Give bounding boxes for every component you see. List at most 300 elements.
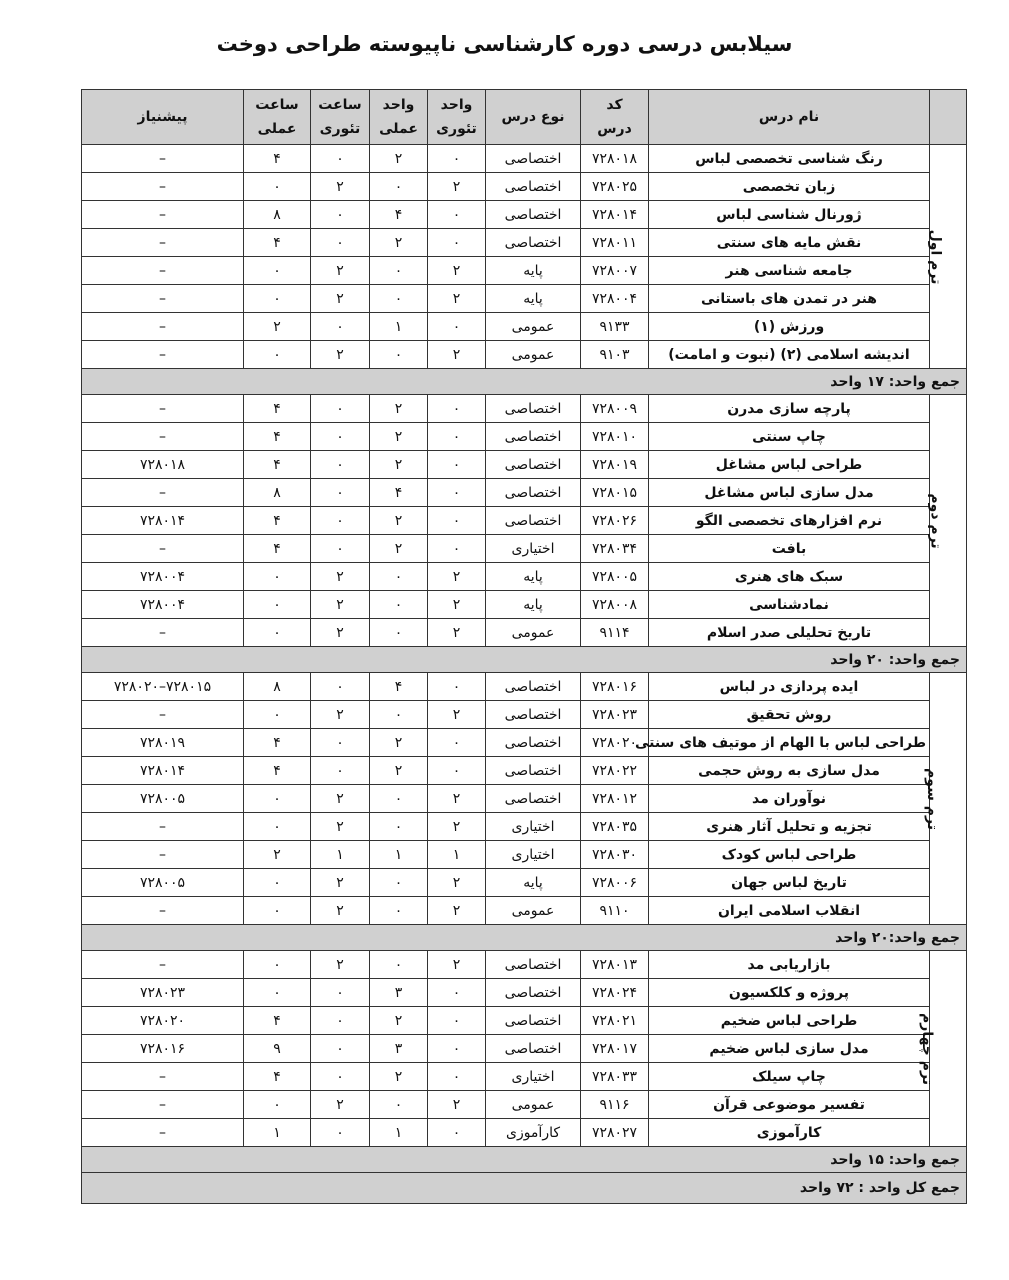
prerequisite: – [82,229,244,257]
course-code: ۹۱۱۰ [581,897,649,925]
hour-practical: ۴ [244,1007,311,1035]
table-row [82,729,967,757]
unit-theory: ۰ [428,229,486,257]
syllabus-body [82,145,967,1204]
hour-practical: ۰ [244,951,311,979]
term-label: ترم اول [927,229,944,284]
unit-theory: ۰ [428,729,486,757]
course-name: مدل سازی لباس مشاغل [649,479,930,507]
course-name: جامعه شناسی هنر [649,257,930,285]
course-code: ۹۱۱۶ [581,1091,649,1119]
unit-practical: ۲ [370,395,428,423]
table-row [82,1035,967,1063]
unit-theory: ۲ [428,869,486,897]
course-name: کارآموزی [649,1119,930,1147]
course-type: عمومی [486,313,581,341]
header-unit-practical: واحد عملی [370,90,428,145]
table-row [82,257,967,285]
prerequisite: ۷۲۸۰۲۰ [82,1007,244,1035]
hour-theory: ۰ [311,395,370,423]
unit-practical: ۲ [370,507,428,535]
prerequisite: – [82,813,244,841]
hour-theory: ۲ [311,785,370,813]
prerequisite: ۷۲۸۰۰۵ [82,785,244,813]
unit-theory: ۰ [428,423,486,451]
course-type: اختصاصی [486,507,581,535]
hour-theory: ۰ [311,1119,370,1147]
prerequisite: ۷۲۸۰۱۵–۷۲۸۰۲۰ [82,673,244,701]
course-type: اختیاری [486,535,581,563]
hour-theory: ۲ [311,951,370,979]
unit-practical: ۰ [370,285,428,313]
course-type: پایه [486,563,581,591]
header-code: کد درس [581,90,649,145]
unit-theory: ۰ [428,479,486,507]
course-type: کارآموزی [486,1119,581,1147]
hour-theory: ۲ [311,701,370,729]
hour-theory: ۰ [311,1063,370,1091]
course-type: اختیاری [486,1063,581,1091]
course-type: اختصاصی [486,173,581,201]
grand-total: جمع کل واحد : ۷۲ واحد [82,1173,967,1204]
course-type: اختصاصی [486,201,581,229]
table-row [82,145,967,173]
course-name: پارچه سازی مدرن [649,395,930,423]
course-code: ۷۲۸۰۱۳ [581,951,649,979]
course-name: اندیشه اسلامی (۲) (نبوت و امامت) [649,341,930,369]
prerequisite: – [82,897,244,925]
prerequisite: – [82,701,244,729]
unit-theory: ۲ [428,563,486,591]
table-row [82,897,967,925]
course-code: ۷۲۸۰۱۱ [581,229,649,257]
table-row [82,813,967,841]
hour-theory: ۰ [311,145,370,173]
course-name: نمادشناسی [649,591,930,619]
term-label-cell [927,145,967,369]
prerequisite: ۷۲۸۰۰۴ [82,563,244,591]
course-name: انقلاب اسلامی ایران [649,897,930,925]
term-sum-row [82,925,967,951]
unit-practical: ۰ [370,591,428,619]
prerequisite: ۷۲۸۰۰۴ [82,591,244,619]
course-name: هنر در تمدن های باستانی [649,285,930,313]
hour-theory: ۱ [311,841,370,869]
course-code: ۷۲۸۰۱۸ [581,145,649,173]
prerequisite: – [82,619,244,647]
hour-theory: ۰ [311,479,370,507]
course-type: پایه [486,869,581,897]
course-code: ۷۲۸۰۰۹ [581,395,649,423]
unit-practical: ۳ [370,979,428,1007]
hour-practical: ۲ [244,313,311,341]
hour-practical: ۰ [244,563,311,591]
table-row [82,841,967,869]
course-code: ۷۲۸۰۲۵ [581,173,649,201]
header-type: نوع درس [486,90,581,145]
prerequisite: – [82,173,244,201]
course-code: ۷۲۸۰۲۰ [581,729,649,757]
prerequisite: ۷۲۸۰۱۹ [82,729,244,757]
unit-theory: ۲ [428,813,486,841]
course-name: چاپ سنتی [649,423,930,451]
hour-practical: ۰ [244,869,311,897]
unit-theory: ۲ [428,897,486,925]
course-name: بازاریابی مد [649,951,930,979]
unit-theory: ۲ [428,951,486,979]
prerequisite: – [82,201,244,229]
table-row [82,591,967,619]
course-type: اختصاصی [486,729,581,757]
course-name: مدل سازی به روش حجمی [649,757,930,785]
course-name: تجزیه و تحلیل آثار هنری [649,813,930,841]
hour-practical: ۴ [244,395,311,423]
term-label-cell [927,395,967,647]
table-row [82,229,967,257]
term-sum: جمع واحد:۲۰ واحد [82,925,967,951]
unit-practical: ۳ [370,1035,428,1063]
unit-practical: ۰ [370,1091,428,1119]
hour-theory: ۰ [311,451,370,479]
unit-theory: ۲ [428,173,486,201]
unit-practical: ۰ [370,785,428,813]
hour-practical: ۰ [244,619,311,647]
header-course-name: نام درس [649,90,930,145]
syllabus-table [81,89,967,1204]
unit-theory: ۰ [428,451,486,479]
header-term [930,90,967,145]
course-name: نرم افزارهای تخصصی الگو [649,507,930,535]
unit-practical: ۲ [370,1007,428,1035]
hour-theory: ۰ [311,1007,370,1035]
course-code: ۷۲۸۰۳۴ [581,535,649,563]
course-type: اختصاصی [486,1007,581,1035]
hour-theory: ۰ [311,507,370,535]
hour-practical: ۸ [244,673,311,701]
course-name: ژورنال شناسی لباس [649,201,930,229]
course-name: بافت [649,535,930,563]
table-row [82,201,967,229]
term-label-cell [924,673,967,925]
prerequisite: – [82,951,244,979]
course-type: اختصاصی [486,145,581,173]
hour-practical: ۰ [244,785,311,813]
table-row [82,1007,967,1035]
unit-practical: ۲ [370,145,428,173]
hour-theory: ۲ [311,619,370,647]
table-row [82,619,967,647]
prerequisite: – [82,423,244,451]
unit-theory: ۲ [428,619,486,647]
term-sum-row [82,647,967,673]
unit-theory: ۰ [428,145,486,173]
table-row [82,979,967,1007]
hour-theory: ۰ [311,729,370,757]
table-row [82,1091,967,1119]
course-type: عمومی [486,897,581,925]
course-code: ۷۲۸۰۱۴ [581,201,649,229]
unit-practical: ۰ [370,341,428,369]
prerequisite: – [82,145,244,173]
hour-practical: ۴ [244,451,311,479]
course-name: نقش مایه های سنتی [649,229,930,257]
prerequisite: ۷۲۸۰۱۸ [82,451,244,479]
course-name: مدل سازی لباس ضخیم [649,1035,930,1063]
hour-practical: ۰ [244,173,311,201]
table-row [82,341,967,369]
hour-theory: ۰ [311,535,370,563]
unit-practical: ۴ [370,479,428,507]
hour-practical: ۲ [244,841,311,869]
term-label-cell [918,951,967,1147]
unit-practical: ۰ [370,619,428,647]
unit-theory: ۰ [428,673,486,701]
course-code: ۷۲۸۰۲۱ [581,1007,649,1035]
course-code: ۷۲۸۰۰۶ [581,869,649,897]
hour-theory: ۲ [311,341,370,369]
prerequisite: – [82,341,244,369]
unit-theory: ۰ [428,395,486,423]
unit-practical: ۲ [370,423,428,451]
course-type: اختصاصی [486,479,581,507]
unit-practical: ۰ [370,257,428,285]
prerequisite: – [82,535,244,563]
course-name: روش تحقیق [649,701,930,729]
table-row [82,951,967,979]
unit-theory: ۰ [428,1119,486,1147]
unit-practical: ۲ [370,229,428,257]
course-type: اختصاصی [486,1035,581,1063]
hour-theory: ۰ [311,1035,370,1063]
hour-practical: ۴ [244,229,311,257]
course-code: ۷۲۸۰۱۶ [581,673,649,701]
unit-theory: ۰ [428,757,486,785]
prerequisite: – [82,1091,244,1119]
hour-theory: ۲ [311,257,370,285]
hour-practical: ۴ [244,757,311,785]
unit-theory: ۰ [428,979,486,1007]
unit-practical: ۲ [370,451,428,479]
hour-practical: ۰ [244,341,311,369]
table-row [82,869,967,897]
hour-practical: ۰ [244,257,311,285]
course-code: ۷۲۸۰۰۸ [581,591,649,619]
table-row [82,285,967,313]
table-row [82,785,967,813]
course-type: پایه [486,591,581,619]
hour-practical: ۰ [244,979,311,1007]
hour-practical: ۸ [244,201,311,229]
unit-practical: ۴ [370,673,428,701]
unit-practical: ۰ [370,813,428,841]
unit-theory: ۲ [428,591,486,619]
unit-practical: ۰ [370,563,428,591]
prerequisite: – [82,395,244,423]
course-type: اختصاصی [486,395,581,423]
course-type: اختصاصی [486,757,581,785]
course-code: ۹۱۳۳ [581,313,649,341]
hour-practical: ۰ [244,1091,311,1119]
unit-theory: ۰ [428,535,486,563]
hour-practical: ۰ [244,285,311,313]
course-code: ۷۲۸۰۳۵ [581,813,649,841]
course-type: اختیاری [486,841,581,869]
unit-practical: ۰ [370,869,428,897]
course-code: ۷۲۸۰۲۷ [581,1119,649,1147]
hour-theory: ۲ [311,897,370,925]
course-name: طراحی لباس با الهام از موتیف های سنتی [649,729,930,757]
course-type: اختصاصی [486,979,581,1007]
course-name: طراحی لباس کودک [649,841,930,869]
course-name: ورزش (۱) [649,313,930,341]
course-code: ۹۱۰۳ [581,341,649,369]
hour-theory: ۰ [311,313,370,341]
hour-theory: ۲ [311,1091,370,1119]
course-code: ۷۲۸۰۰۴ [581,285,649,313]
hour-practical: ۴ [244,729,311,757]
hour-theory: ۲ [311,563,370,591]
unit-theory: ۰ [428,1063,486,1091]
prerequisite: – [82,479,244,507]
term-sum: جمع واحد: ۱۵ واحد [82,1147,967,1173]
course-code: ۷۲۸۰۲۲ [581,757,649,785]
course-type: عمومی [486,341,581,369]
table-row [82,673,967,701]
course-name: تاریخ لباس جهان [649,869,930,897]
course-code: ۷۲۸۰۱۵ [581,479,649,507]
unit-practical: ۲ [370,757,428,785]
unit-practical: ۰ [370,701,428,729]
course-type: عمومی [486,1091,581,1119]
hour-practical: ۰ [244,591,311,619]
prerequisite: ۷۲۸۰۱۴ [82,507,244,535]
table-row [82,701,967,729]
hour-theory: ۰ [311,979,370,1007]
table-row [82,451,967,479]
hour-practical: ۴ [244,535,311,563]
course-name: تاریخ تحلیلی صدر اسلام [649,619,930,647]
prerequisite: – [82,841,244,869]
unit-theory: ۲ [428,785,486,813]
hour-practical: ۰ [244,897,311,925]
course-type: اختصاصی [486,951,581,979]
course-name: ایده پردازی در لباس [649,673,930,701]
unit-practical: ۲ [370,1063,428,1091]
hour-practical: ۹ [244,1035,311,1063]
unit-theory: ۲ [428,701,486,729]
course-name: رنگ شناسی تخصصی لباس [649,145,930,173]
unit-practical: ۲ [370,535,428,563]
unit-theory: ۲ [428,257,486,285]
course-code: ۷۲۸۰۰۷ [581,257,649,285]
term-sum-row [82,369,967,395]
table-row [82,395,967,423]
term-sum-row [82,1147,967,1173]
header-hour-practical: ساعت عملی [244,90,311,145]
course-type: عمومی [486,619,581,647]
course-name: نوآوران مد [649,785,930,813]
unit-practical: ۰ [370,897,428,925]
hour-practical: ۱ [244,1119,311,1147]
unit-theory: ۰ [428,507,486,535]
course-code: ۷۲۸۰۲۴ [581,979,649,1007]
course-name: سبک های هنری [649,563,930,591]
unit-practical: ۴ [370,201,428,229]
unit-theory: ۰ [428,313,486,341]
course-type: اختصاصی [486,701,581,729]
course-type: اختصاصی [486,229,581,257]
table-row [82,173,967,201]
table-row [82,423,967,451]
header-unit-theory: واحد تئوری [428,90,486,145]
course-name: زبان تخصصی [649,173,930,201]
course-code: ۷۲۸۰۱۷ [581,1035,649,1063]
unit-practical: ۲ [370,729,428,757]
prerequisite: – [82,285,244,313]
table-row [82,1063,967,1091]
prerequisite: ۷۲۸۰۱۶ [82,1035,244,1063]
unit-practical: ۰ [370,951,428,979]
term-label: ترم دوم [927,492,944,549]
course-type: اختصاصی [486,673,581,701]
term-label: ترم سوم [924,767,941,830]
header-prerequisite: پیشنیاز [82,90,244,145]
course-code: ۷۲۸۰۰۵ [581,563,649,591]
course-code: ۹۱۱۴ [581,619,649,647]
header-hour-theory: ساعت تئوری [311,90,370,145]
hour-practical: ۴ [244,145,311,173]
prerequisite: – [82,1063,244,1091]
unit-theory: ۲ [428,285,486,313]
header-row [82,90,967,145]
course-name: چاپ سیلک [649,1063,930,1091]
hour-practical: ۰ [244,701,311,729]
unit-practical: ۱ [370,1119,428,1147]
course-code: ۷۲۸۰۱۰ [581,423,649,451]
course-type: اختیاری [486,813,581,841]
unit-theory: ۲ [428,341,486,369]
term-sum: جمع واحد: ۱۷ واحد [82,369,967,395]
prerequisite: – [82,1119,244,1147]
prerequisite: ۷۲۸۰۰۵ [82,869,244,897]
table-row [82,757,967,785]
course-code: ۷۲۸۰۱۹ [581,451,649,479]
hour-theory: ۲ [311,285,370,313]
course-code: ۷۲۸۰۱۲ [581,785,649,813]
table-row [82,507,967,535]
table-row [82,313,967,341]
hour-practical: ۸ [244,479,311,507]
hour-theory: ۰ [311,229,370,257]
course-type: اختصاصی [486,423,581,451]
unit-theory: ۲ [428,1091,486,1119]
prerequisite: – [82,313,244,341]
course-type: اختصاصی [486,785,581,813]
hour-practical: ۴ [244,507,311,535]
course-name: طراحی لباس ضخیم [649,1007,930,1035]
course-name: طراحی لباس مشاغل [649,451,930,479]
unit-theory: ۰ [428,201,486,229]
table-row [82,1119,967,1147]
course-code: ۷۲۸۰۲۶ [581,507,649,535]
hour-theory: ۰ [311,423,370,451]
page-title: سیلابس درسی دوره کارشناسی ناپیوسته طراحی دوخت [216,32,793,56]
hour-theory: ۰ [311,757,370,785]
course-code: ۷۲۸۰۳۰ [581,841,649,869]
hour-theory: ۰ [311,201,370,229]
course-type: اختصاصی [486,451,581,479]
table-row [82,563,967,591]
